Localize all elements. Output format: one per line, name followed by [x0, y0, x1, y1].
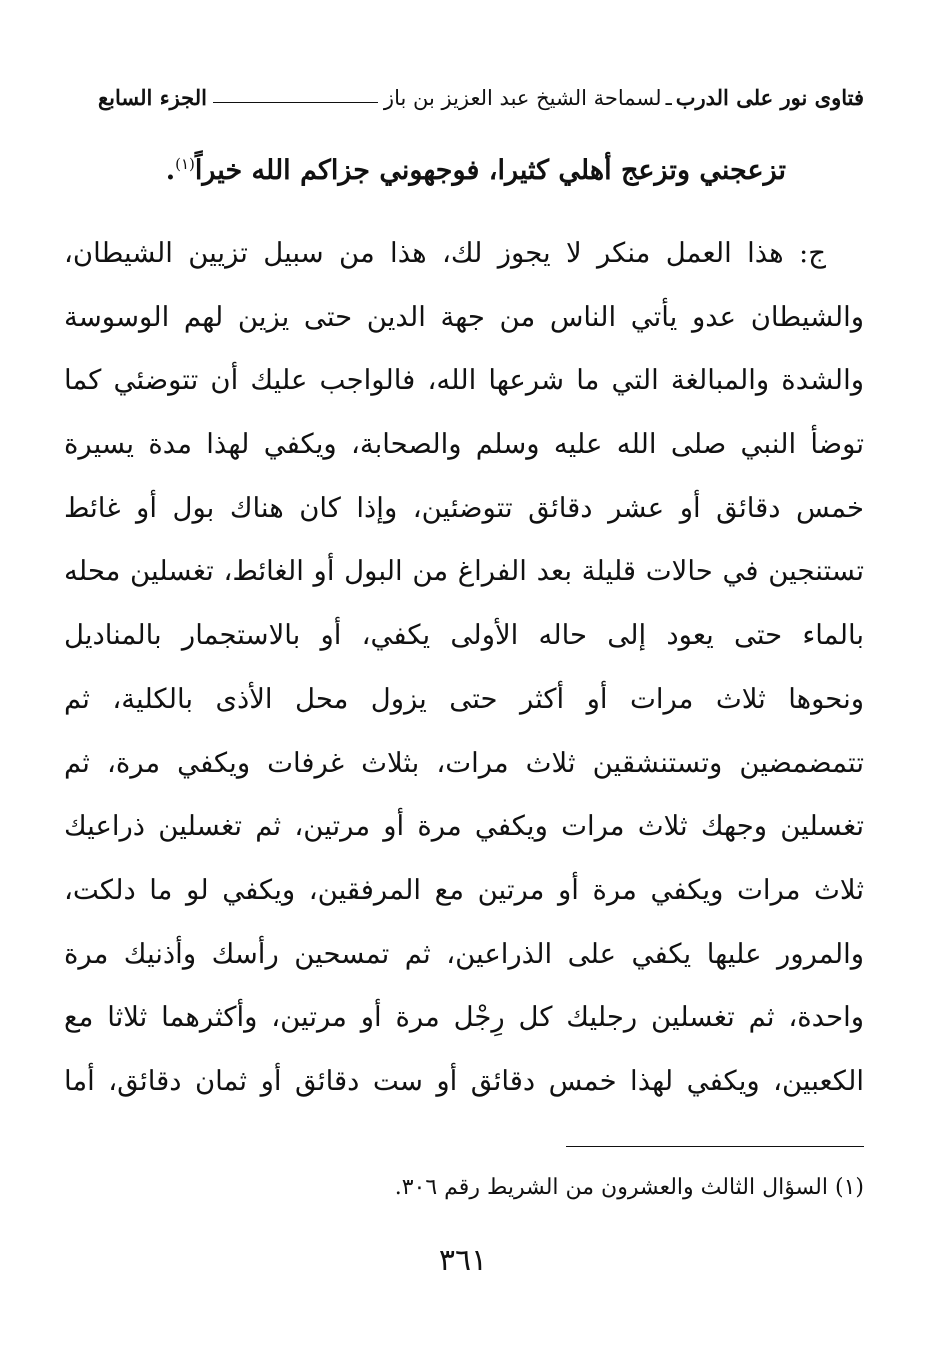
answer-line: خمس دقائق أو عشر دقائق تتوضئين، وإذا كان هناك بول أو غائط — [64, 491, 864, 524]
question-tail: تزعجني وتزعج أهلي كثيرا، فوجهوني جزاكم الله خيراً — [194, 155, 786, 186]
question-text — [60, 142, 786, 193]
question-end: . — [165, 155, 176, 186]
footnote-reference: (١) — [175, 155, 195, 173]
volume-label: الجزء السابع — [98, 85, 207, 110]
answer-line: تغسلين وجهك ثلاث مرات ويكفي مرة أو مرتين، ثم تغسلين ذراعيك — [64, 810, 864, 843]
answer-line: بالماء حتى يعود إلى حاله الأولى يكفي، أو بالاستجمار بالمناديل — [64, 619, 864, 652]
answer-body — [64, 222, 864, 1114]
answer-line: تتمضمضين وتستنشقين ثلاث مرات، بثلاث غرفات ويكفي مرة، ثم — [64, 746, 864, 779]
answer-line: واحدة، ثم تغسلين رجليك كل رِجْل مرة أو مرتين، وأكثرهما ثلاثا مع — [64, 1001, 864, 1034]
answer-line: ونحوها ثلاث مرات أو أكثر حتى يزول محل الأذى بالكلية، ثم — [64, 682, 864, 715]
answer-line: تستنجين في حالات قليلة بعد الفراغ من البول أو الغائط، تغسلين محله — [64, 555, 864, 588]
footnote-divider — [566, 1146, 864, 1147]
answer-line: ج: هذا العمل منكر لا يجوز لك، هذا من سبيل تزيين الشيطان، — [64, 237, 826, 269]
answer-line: والشيطان عدو يأتي الناس من جهة الدين حتى يزين لهم الوسوسة — [64, 300, 864, 333]
running-header — [98, 80, 864, 116]
book-title: فتاوى نور على الدرب — [675, 85, 864, 110]
header-rule — [213, 102, 378, 103]
answer-line: الكعبين، ويكفي لهذا خمس دقائق أو ست دقائق أو ثمان دقائق، أما — [64, 1064, 864, 1097]
answer-line: توضأ النبي صلى الله عليه وسلم والصحابة، ويكفي لهذا مدة يسيرة — [64, 428, 864, 461]
page-number: ٣٦١ — [438, 1243, 488, 1278]
header-separator: ـ — [665, 86, 672, 110]
author-name: لسماحة الشيخ عبد العزيز بن باز — [383, 86, 662, 110]
footnote-text: (١) السؤال الثالث والعشرون من الشريط رقم ٣٠٦. — [394, 1175, 864, 1200]
answer-line: ثلاث مرات ويكفي مرة أو مرتين مع المرفقين، ويكفي لو ما دلكت، — [64, 873, 864, 906]
answer-line: والشدة والمبالغة التي ما شرعها الله، فالواجب عليك أن تتوضئي كما — [64, 364, 864, 397]
answer-line: والمرور عليها يكفي على الذراعين، ثم تمسحين رأسك وأذنيك مرة — [64, 937, 864, 970]
